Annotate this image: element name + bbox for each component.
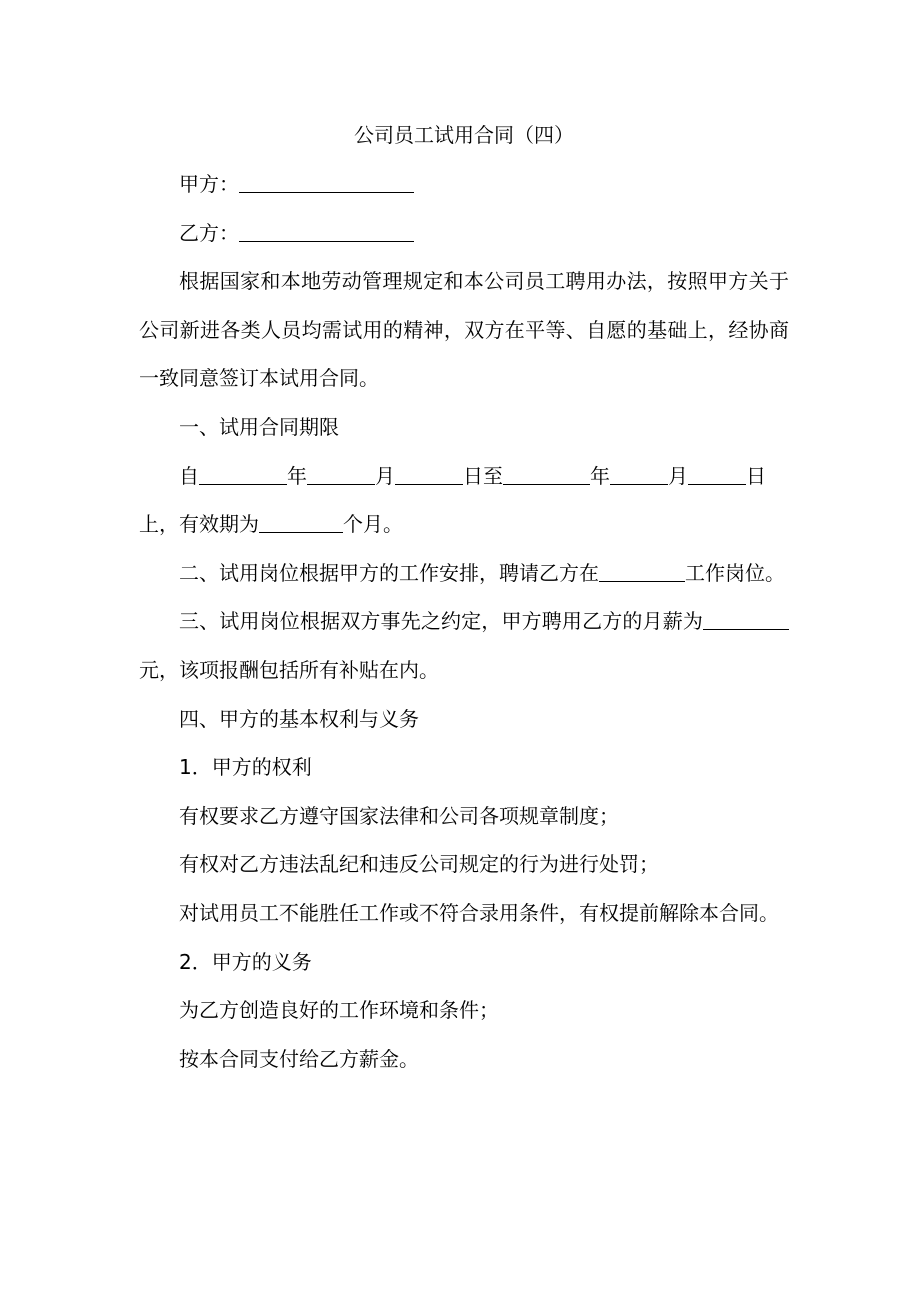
section2-prefix: 二、试用岗位根据甲方的工作安排，聘请乙方在 [179, 560, 599, 585]
section1-heading: 一、试用合同期限 [179, 414, 339, 439]
party-b-label: 乙方： [179, 220, 239, 245]
end-month-blank[interactable] [610, 464, 668, 485]
section2-suffix: 工作岗位。 [685, 560, 785, 585]
position-blank[interactable] [599, 561, 685, 582]
section1-duration-line [139, 500, 789, 549]
end-day-label: 日 [746, 463, 766, 488]
party-a-label: 甲方： [179, 172, 239, 196]
page-title: 公司员工试用合同（四） [354, 123, 574, 147]
end-year-blank[interactable] [503, 464, 590, 485]
start-year-blank[interactable] [199, 464, 287, 485]
duty-item: 为乙方创造良好的工作环境和条件； [179, 998, 499, 1023]
start-day-blank[interactable] [395, 464, 463, 485]
duration-months-blank[interactable] [259, 512, 343, 533]
duration-prefix: 上，有效期为 [139, 512, 259, 537]
duration-suffix: 个月。 [343, 512, 403, 537]
right-item: 有权要求乙方遵守国家法律和公司各项规章制度； [179, 803, 619, 828]
month-label: 月 [375, 463, 395, 488]
year-label-2: 年 [590, 463, 610, 488]
to-label: 至 [483, 463, 503, 488]
start-month-blank[interactable] [307, 464, 375, 485]
from-label: 自 [179, 463, 199, 488]
right-item: 对试用员工不能胜任工作或不符合录用条件，有权提前解除本合同。 [179, 900, 779, 925]
day-label: 日 [463, 463, 483, 488]
party-b-blank[interactable] [239, 221, 414, 242]
month-label-2: 月 [668, 463, 688, 488]
section2-paragraph [139, 549, 789, 598]
rights-heading: 1．甲方的权利 [179, 755, 312, 780]
party-a-blank[interactable] [239, 172, 414, 193]
party-a-line [139, 160, 789, 209]
section3-prefix: 三、试用岗位根据双方事先之约定，甲方聘用乙方的月薪为 [179, 609, 703, 634]
end-day-blank[interactable] [688, 464, 746, 485]
duties-heading: 2．甲方的义务 [179, 949, 312, 974]
duty-item: 按本合同支付给乙方薪金。 [179, 1046, 419, 1071]
right-item: 有权对乙方违法乱纪和违反公司规定的行为进行处罚； [179, 852, 659, 877]
contract-page [139, 110, 789, 1083]
section4-heading: 四、甲方的基本权利与义务 [179, 706, 419, 731]
section3-paragraph [139, 597, 789, 694]
salary-blank[interactable] [703, 609, 789, 630]
party-b-line [139, 209, 789, 258]
intro-paragraph: 根据国家和本地劳动管理规定和本公司员工聘用办法，按照甲方关于公司新进各类人员均需试用的精神，双方在平等、自愿的基础上，经协商一致同意签订本试用合同。 [139, 269, 789, 391]
section1-period-line [139, 452, 789, 501]
year-label: 年 [287, 463, 307, 488]
section3-suffix: 元，该项报酬包括所有补贴在内。 [139, 657, 439, 682]
